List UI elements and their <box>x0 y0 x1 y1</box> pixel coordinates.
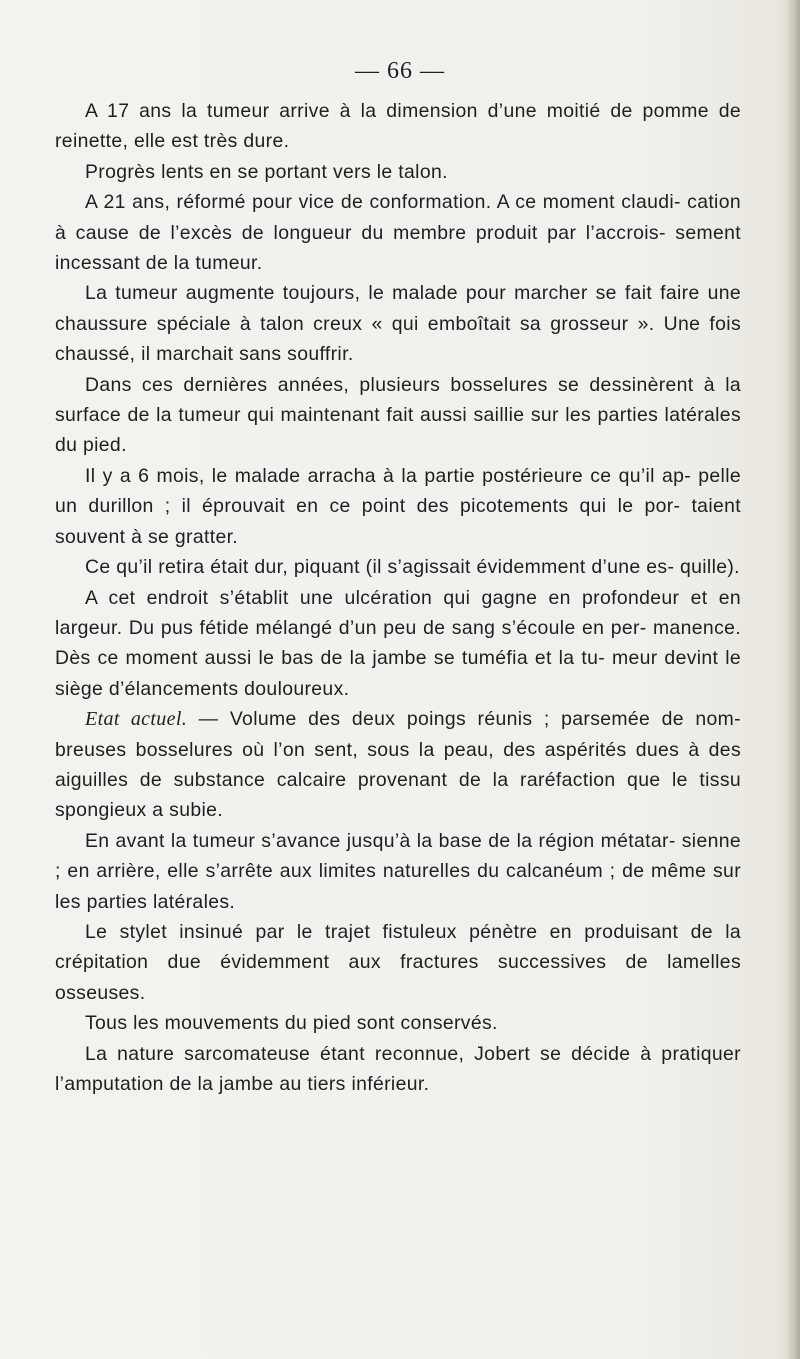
paragraph: En avant la tumeur s’avance jusqu’à la base de la région métatar- sienne ; en arrière, elle s’arrête aux limites naturelles du calcanéum ; de même sur les parties latérales. <box>55 829 741 913</box>
paragraph: Il y a 6 mois, le malade arracha à la partie postérieure ce qu’il ap- pelle un durillon ; il éprouvait en ce point des picotements qui le por- taient souvent à se gratter. <box>55 464 741 548</box>
paragraph: Tous les mouvements du pied sont conservés. <box>85 1012 498 1035</box>
paragraph: A cet endroit s’établit une ulcération qui gagne en profondeur et en largeur. Du pus fétide mélangé d’un peu de sang s’écoule en per- manence. Dès ce moment aussi le bas de la jambe se tuméfia et la tu- meur devint le siège d’élancements douloureux. <box>55 586 741 700</box>
paragraph: Progrès lents en se portant vers le talon. <box>85 160 448 183</box>
paragraph: A 17 ans la tumeur arrive à la dimension d’une moitié de pomme de reinette, elle est très dure. <box>55 100 741 153</box>
etat-actuel-text: — Volume des deux poings réunis ; parsemée de nom- breuses bosselures où l’on sent, sous la peau, des aspérités dues à des aiguilles de substance calcaire provenant de la raréfaction que le tissu spongieux a subie. <box>55 708 741 822</box>
page-edge-shadow <box>786 0 800 1359</box>
etat-actuel-paragraph <box>55 704 741 826</box>
body-text <box>55 96 741 1099</box>
paragraph: Dans ces dernières années, plusieurs bosselures se dessinèrent à la surface de la tumeur qui maintenant fait aussi saillie sur les parties latérales du pied. <box>55 373 741 457</box>
page-number: — 66 — <box>355 58 445 84</box>
paragraph: La tumeur augmente toujours, le malade pour marcher se fait faire une chaussure spéciale à talon creux « qui emboîtait sa grosseur ». Une fois chaussé, il marchait sans souffrir. <box>55 282 741 366</box>
etat-actuel-heading: Etat actuel. <box>85 708 188 731</box>
paragraph: Le stylet insinué par le trajet fistuleux pénètre en produisant de la crépitation due évidemment aux fractures successives de lamelles osseuses. <box>55 920 741 1004</box>
paragraph: Ce qu’il retira était dur, piquant (il s’agissait évidemment d’une es- quille). <box>85 556 740 579</box>
paragraph: La nature sarcomateuse étant reconnue, Jobert se décide à pratiquer l’amputation de la jambe au tiers inférieur. <box>55 1042 741 1095</box>
paragraph: A 21 ans, réformé pour vice de conformation. A ce moment claudi- cation à cause de l’excès de longueur du membre produit par l’accrois- sement incessant de la tumeur. <box>55 191 741 275</box>
